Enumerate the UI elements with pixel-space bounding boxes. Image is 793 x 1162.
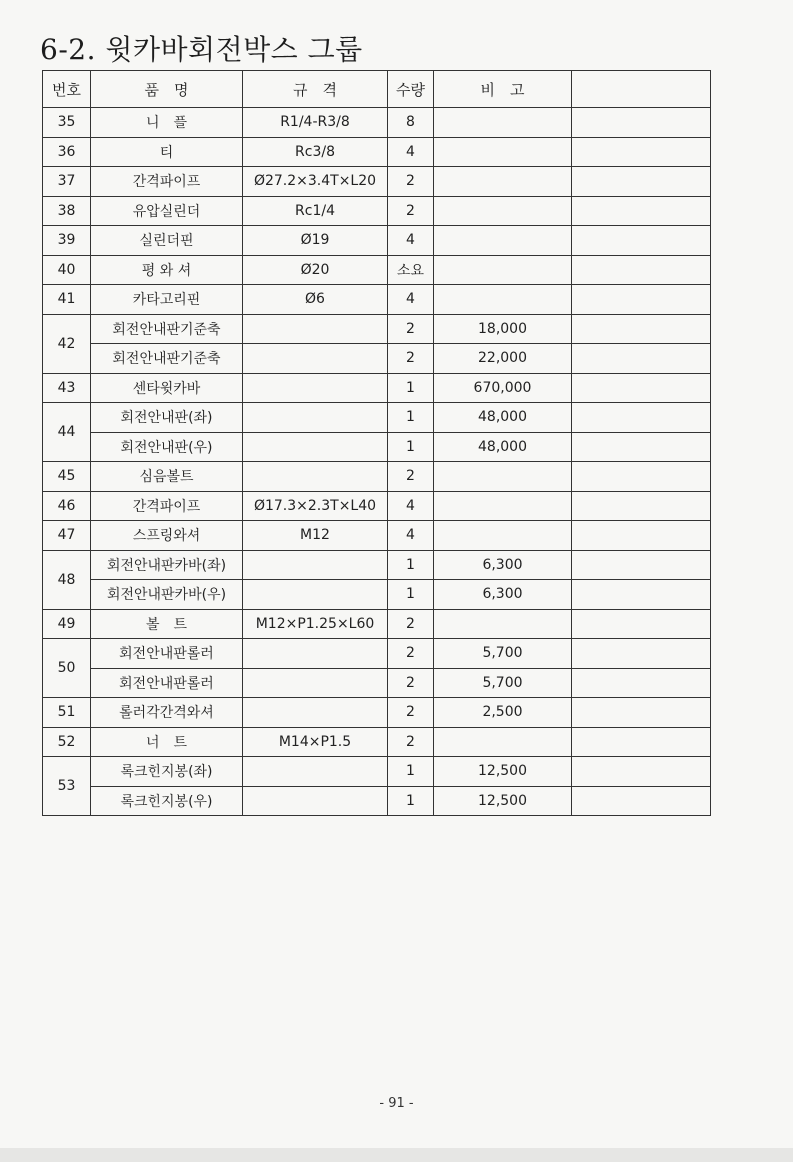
table-row: [43, 373, 711, 403]
part-name-cell: 스프링와셔: [91, 521, 243, 551]
spec-cell: Rc1/4: [243, 196, 388, 226]
remarks-cell: [434, 137, 572, 167]
table-body: [43, 108, 711, 816]
remarks-cell: [434, 255, 572, 285]
table-row: [43, 668, 711, 698]
row-number: 38: [43, 196, 91, 226]
row-number: 39: [43, 226, 91, 256]
remarks-cell: [434, 108, 572, 138]
quantity-cell: 2: [388, 314, 434, 344]
blank-cell: [572, 491, 711, 521]
quantity-cell: 2: [388, 727, 434, 757]
row-number: 36: [43, 137, 91, 167]
quantity-cell: 2: [388, 167, 434, 197]
quantity-cell: 1: [388, 757, 434, 787]
table-row: [43, 196, 711, 226]
remarks-cell: [434, 521, 572, 551]
table-row: [43, 403, 711, 433]
part-name-cell: 너 트: [91, 727, 243, 757]
part-name-cell: 티: [91, 137, 243, 167]
table-row: [43, 757, 711, 787]
table-row: [43, 550, 711, 580]
part-name-cell: 니 플: [91, 108, 243, 138]
part-name-cell: 회전안내판기준축: [91, 314, 243, 344]
table-row: [43, 137, 711, 167]
remarks-cell: [434, 609, 572, 639]
quantity-cell: 2: [388, 609, 434, 639]
remarks-cell: [434, 491, 572, 521]
spec-cell: [243, 580, 388, 610]
remarks-cell: 48,000: [434, 403, 572, 433]
quantity-cell: 4: [388, 285, 434, 315]
blank-cell: [572, 639, 711, 669]
quantity-cell: 8: [388, 108, 434, 138]
blank-cell: [572, 196, 711, 226]
remarks-cell: [434, 727, 572, 757]
table-row: [43, 580, 711, 610]
table-row: [43, 285, 711, 315]
row-number: 40: [43, 255, 91, 285]
table-row: [43, 108, 711, 138]
quantity-cell: 4: [388, 491, 434, 521]
row-number: 52: [43, 727, 91, 757]
header-number: 번호: [43, 71, 91, 108]
part-name-cell: 평 와 셔: [91, 255, 243, 285]
quantity-cell: 1: [388, 432, 434, 462]
spec-cell: [243, 462, 388, 492]
blank-cell: [572, 609, 711, 639]
header-quantity: 수량: [388, 71, 434, 108]
remarks-cell: [434, 462, 572, 492]
part-name-cell: 회전안내판카바(좌): [91, 550, 243, 580]
quantity-cell: 2: [388, 196, 434, 226]
part-name-cell: 간격파이프: [91, 491, 243, 521]
blank-cell: [572, 167, 711, 197]
blank-cell: [572, 521, 711, 551]
blank-cell: [572, 668, 711, 698]
table-row: [43, 639, 711, 669]
row-number: 41: [43, 285, 91, 315]
spec-cell: [243, 373, 388, 403]
part-name-cell: 회전안내판기준축: [91, 344, 243, 374]
spec-cell: M12×P1.25×L60: [243, 609, 388, 639]
header-remarks: 비 고: [434, 71, 572, 108]
page-title: 6-2. 윗카바회전박스 그룹: [40, 33, 363, 66]
blank-cell: [572, 698, 711, 728]
spec-cell: Ø17.3×2.3T×L40: [243, 491, 388, 521]
quantity-cell: 1: [388, 786, 434, 816]
quantity-cell: 1: [388, 580, 434, 610]
blank-cell: [572, 137, 711, 167]
blank-cell: [572, 403, 711, 433]
table-header-row: [43, 71, 711, 108]
table-row: [43, 491, 711, 521]
quantity-cell: 1: [388, 550, 434, 580]
spec-cell: Ø20: [243, 255, 388, 285]
part-name-cell: 롤러각간격와셔: [91, 698, 243, 728]
table-row: [43, 344, 711, 374]
quantity-cell: 4: [388, 137, 434, 167]
part-name-cell: 회전안내판(우): [91, 432, 243, 462]
table-row: [43, 698, 711, 728]
remarks-cell: 2,500: [434, 698, 572, 728]
row-number: 43: [43, 373, 91, 403]
blank-cell: [572, 314, 711, 344]
table-row: [43, 609, 711, 639]
header-spec: 규 격: [243, 71, 388, 108]
row-number: 35: [43, 108, 91, 138]
spec-cell: [243, 698, 388, 728]
blank-cell: [572, 580, 711, 610]
table-row: [43, 727, 711, 757]
row-number: 46: [43, 491, 91, 521]
spec-cell: R1/4-R3/8: [243, 108, 388, 138]
spec-cell: [243, 668, 388, 698]
part-name-cell: 실린더핀: [91, 226, 243, 256]
spec-cell: [243, 403, 388, 433]
part-name-cell: 회전안내판롤러: [91, 668, 243, 698]
row-number: 47: [43, 521, 91, 551]
part-name-cell: 간격파이프: [91, 167, 243, 197]
part-name-cell: 회전안내판카바(우): [91, 580, 243, 610]
spec-cell: [243, 550, 388, 580]
quantity-cell: 2: [388, 639, 434, 669]
blank-cell: [572, 226, 711, 256]
table-row: [43, 432, 711, 462]
table-row: [43, 314, 711, 344]
quantity-cell: 4: [388, 521, 434, 551]
quantity-cell: 1: [388, 373, 434, 403]
part-name-cell: 카타고리핀: [91, 285, 243, 315]
blank-cell: [572, 757, 711, 787]
row-number: 45: [43, 462, 91, 492]
row-number: 48: [43, 550, 91, 609]
spec-cell: [243, 757, 388, 787]
row-number: 42: [43, 314, 91, 373]
remarks-cell: [434, 285, 572, 315]
spec-cell: M12: [243, 521, 388, 551]
part-name-cell: 회전안내판롤러: [91, 639, 243, 669]
remarks-cell: 18,000: [434, 314, 572, 344]
blank-cell: [572, 108, 711, 138]
scan-edge: [0, 1148, 793, 1162]
remarks-cell: 6,300: [434, 550, 572, 580]
quantity-cell: 1: [388, 403, 434, 433]
parts-table: [42, 70, 711, 816]
spec-cell: [243, 432, 388, 462]
remarks-cell: 6,300: [434, 580, 572, 610]
blank-cell: [572, 462, 711, 492]
quantity-cell: 2: [388, 462, 434, 492]
blank-cell: [572, 255, 711, 285]
blank-cell: [572, 432, 711, 462]
row-number: 50: [43, 639, 91, 698]
table-row: [43, 462, 711, 492]
spec-cell: Ø19: [243, 226, 388, 256]
part-name-cell: 유압실린더: [91, 196, 243, 226]
row-number: 37: [43, 167, 91, 197]
header-blank: [572, 71, 711, 108]
spec-cell: Ø6: [243, 285, 388, 315]
quantity-cell: 소요: [388, 255, 434, 285]
header-part-name: 품 명: [91, 71, 243, 108]
part-name-cell: 록크힌지봉(우): [91, 786, 243, 816]
blank-cell: [572, 550, 711, 580]
quantity-cell: 2: [388, 344, 434, 374]
blank-cell: [572, 285, 711, 315]
part-name-cell: 록크힌지봉(좌): [91, 757, 243, 787]
blank-cell: [572, 786, 711, 816]
blank-cell: [572, 373, 711, 403]
table-row: [43, 521, 711, 551]
part-name-cell: 볼 트: [91, 609, 243, 639]
table-row: [43, 786, 711, 816]
part-name-cell: 회전안내판(좌): [91, 403, 243, 433]
remarks-cell: [434, 226, 572, 256]
row-number: 49: [43, 609, 91, 639]
page-number: - 91 -: [379, 1096, 414, 1111]
remarks-cell: 12,500: [434, 786, 572, 816]
spec-cell: [243, 786, 388, 816]
blank-cell: [572, 727, 711, 757]
spec-cell: [243, 314, 388, 344]
row-number: 44: [43, 403, 91, 462]
remarks-cell: 12,500: [434, 757, 572, 787]
row-number: 51: [43, 698, 91, 728]
blank-cell: [572, 344, 711, 374]
quantity-cell: 2: [388, 668, 434, 698]
remarks-cell: 5,700: [434, 639, 572, 669]
remarks-cell: 5,700: [434, 668, 572, 698]
table-row: [43, 167, 711, 197]
quantity-cell: 4: [388, 226, 434, 256]
remarks-cell: [434, 167, 572, 197]
quantity-cell: 2: [388, 698, 434, 728]
table-row: [43, 226, 711, 256]
spec-cell: [243, 639, 388, 669]
part-name-cell: 심음볼트: [91, 462, 243, 492]
remarks-cell: 22,000: [434, 344, 572, 374]
row-number: 53: [43, 757, 91, 816]
remarks-cell: [434, 196, 572, 226]
table-row: [43, 255, 711, 285]
spec-cell: [243, 344, 388, 374]
part-name-cell: 센타윗카바: [91, 373, 243, 403]
spec-cell: Ø27.2×3.4T×L20: [243, 167, 388, 197]
remarks-cell: 48,000: [434, 432, 572, 462]
spec-cell: M14×P1.5: [243, 727, 388, 757]
remarks-cell: 670,000: [434, 373, 572, 403]
spec-cell: Rc3/8: [243, 137, 388, 167]
